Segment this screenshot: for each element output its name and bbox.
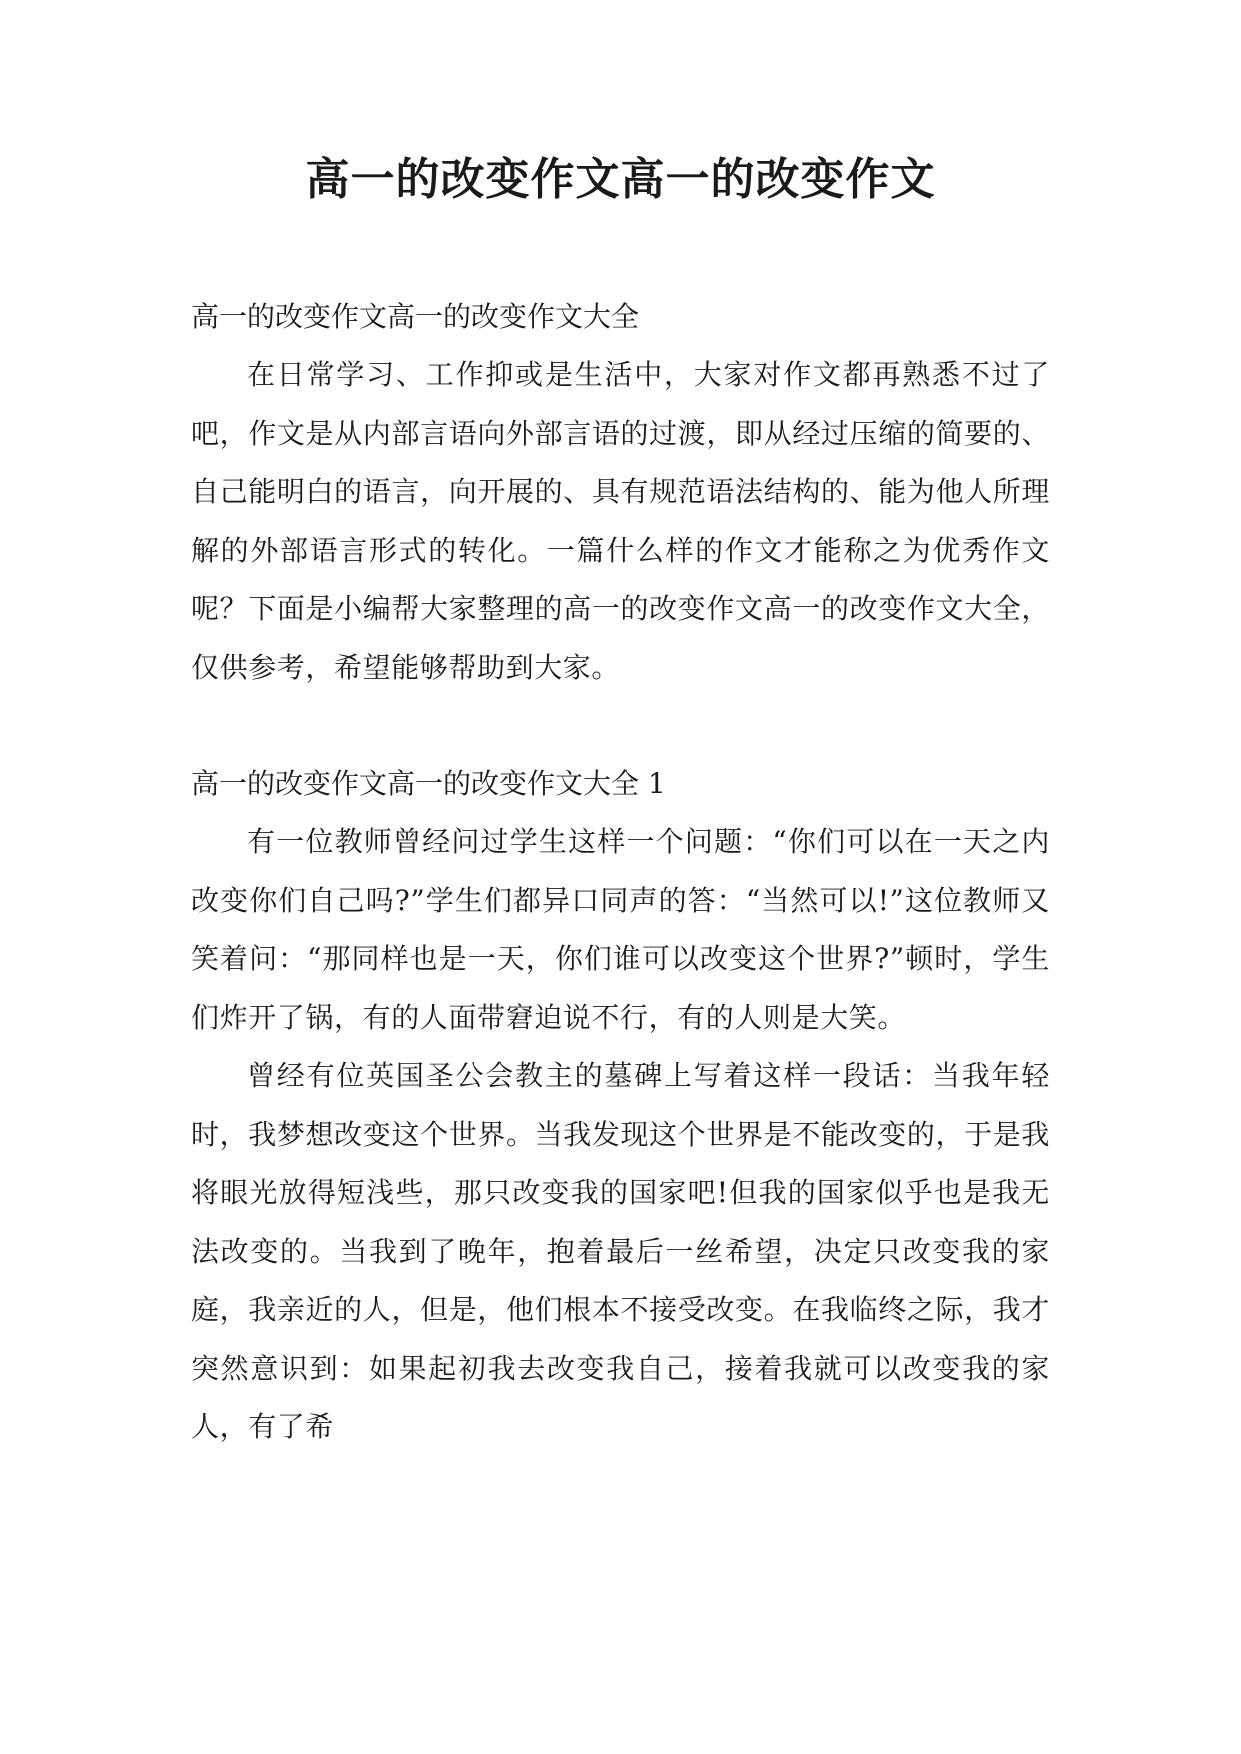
section-spacer bbox=[191, 697, 1050, 755]
document-body bbox=[191, 288, 1050, 1457]
paragraph-intro: 在日常学习、工作抑或是生活中，大家对作文都再熟悉不过了吧，作文是从内部言语向外部言语的过渡，即从经过压缩的简要的、自己能明白的语言，向开展的、具有规范语法结构的、能为他人所理解的外部语言形式的转化。一篇什么样的作文才能称之为优秀作文呢？下面是小编帮大家整理的高一的改变作文高一的改变作文大全，仅供参考，希望能够帮助到大家。 bbox=[191, 358, 1050, 684]
paragraph-1-2: 曾经有位英国圣公会教主的墓碑上写着这样一段话：当我年轻时，我梦想改变这个世界。当我发现这个世界是不能改变的，于是我将眼光放得短浅些，那只改变我的国家吧!但我的国家似乎也是我无法改变的。当我到了晚年，抱着最后一丝希望，决定只改变我的家庭，我亲近的人，但是，他们根本不接受改变。在我临终之际，我才突然意识到：如果起初我去改变我自己，接着我就可以改变我的家人，有了希 bbox=[191, 1059, 1050, 1443]
section-heading-intro: 高一的改变作文高一的改变作文大全 bbox=[191, 300, 640, 333]
document-title: 高一的改变作文高一的改变作文 bbox=[305, 154, 936, 205]
section-heading-1: 高一的改变作文高一的改变作文大全 1 bbox=[191, 767, 666, 800]
paragraph-1-1: 有一位教师曾经问过学生这样一个问题：“你们可以在一天之内改变你们自己吗?”学生们都异口同声的答：“当然可以!”这位教师又笑着问：“那同样也是一天，你们谁可以改变这个世界?”顿时，学生们炸开了锅，有的人面带窘迫说不行，有的人则是大笑。 bbox=[191, 825, 1050, 1034]
